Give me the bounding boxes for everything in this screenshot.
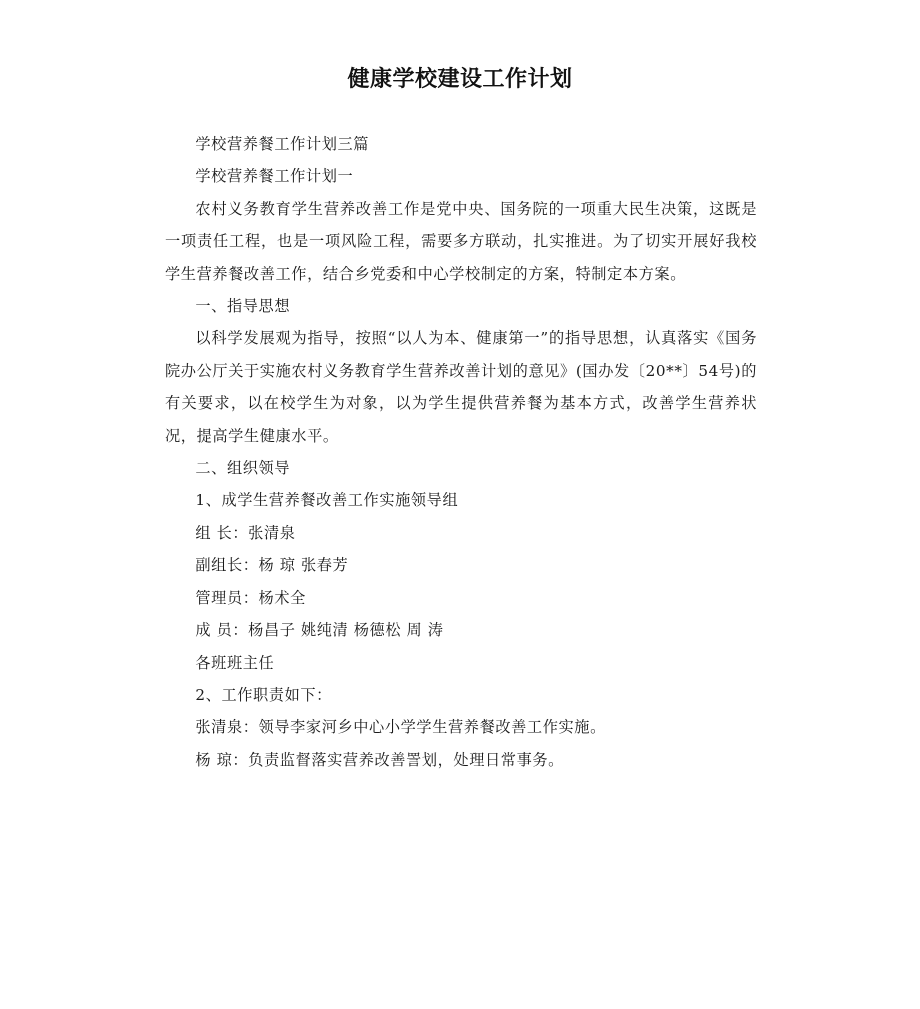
document-body <box>165 128 757 776</box>
paragraph-duty-zhang: 张清泉：领导李家河乡中心小学学生营养餐改善工作实施。 <box>195 718 606 737</box>
paragraph-plan-one-heading: 学校营养餐工作计划一 <box>195 167 354 186</box>
paragraph-members: 成 员：杨昌子 姚纯清 杨德松 周 涛 <box>195 621 444 640</box>
section-heading-organization: 二、组织领导 <box>195 459 291 478</box>
paragraph-duty-yang: 杨 琼：负责监督落实营养改善詈划，处理日常事务。 <box>195 750 564 769</box>
paragraph-class-teachers: 各班班主任 <box>195 653 275 672</box>
document-title: 健康学校建设工作计划 <box>347 67 573 92</box>
section-heading-guiding-ideology: 一、指导思想 <box>195 297 291 316</box>
paragraph-leadership-group: 1、成学生营养餐改善工作实施领导组 <box>195 491 459 510</box>
paragraph-guiding-ideology: 以科学发展观为指导，按照“以人为本、健康第一”的指导思想，认真落实《国务院办公厅关于实施农村义务教育学生营养改善计划的意见》(国办发〔20**〕54号)的有关要求，以在校学生为对象，以为学生提供营养餐为基本方式，改善学生营养状况，提高学生健康水平。 <box>165 329 757 445</box>
paragraph-deputy-leader: 副组长：杨 琼 张春芳 <box>195 556 349 575</box>
paragraph-introduction: 农村义务教育学生营养改善工作是党中央、国务院的一项重大民生决策，这既是一项责任工程，也是一项风险工程，需要多方联动，扎实推进。为了切实开展好我校学生营养餐改善工作，结合乡党委和中心学校制定的方案，特制定本方案。 <box>165 199 757 283</box>
paragraph-subtitle: 学校营养餐工作计划三篇 <box>195 135 370 153</box>
paragraph-group-leader: 组 长：张清泉 <box>195 523 296 542</box>
paragraph-administrator: 管理员：杨术全 <box>195 588 306 607</box>
paragraph-duties-heading: 2、工作职责如下： <box>195 685 332 704</box>
